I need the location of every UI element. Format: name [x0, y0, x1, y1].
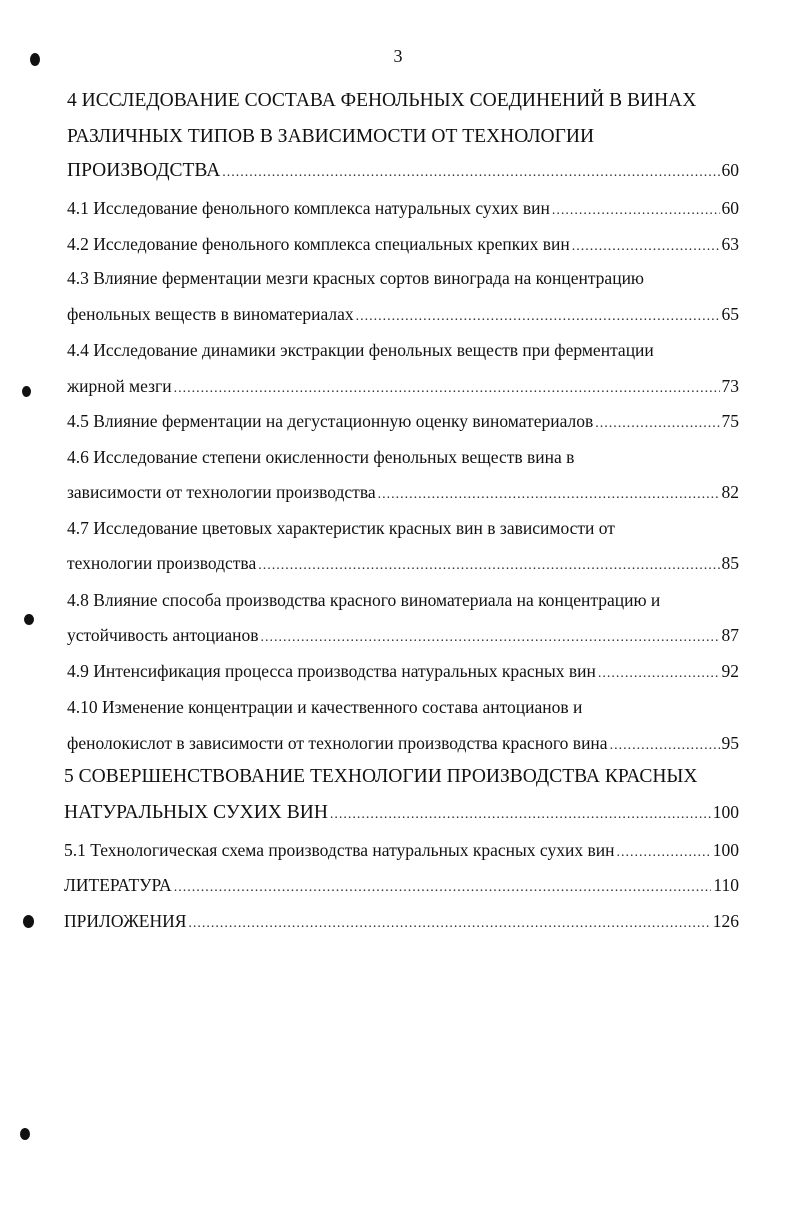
toc-page-number: 63	[721, 234, 739, 254]
dot-leader	[378, 488, 720, 502]
toc-section-title: 4.1 Исследование фенольного комплекса натуральных сухих вин	[67, 198, 550, 218]
toc-section-title: зависимости от технологии производства	[67, 482, 376, 502]
toc-page-number: 65	[721, 304, 739, 324]
toc-section-4-7-line-1: 4.7 Исследование цветовых характеристик красных вин в зависимости от	[67, 518, 615, 538]
toc-section-title: жирной мезги	[67, 376, 172, 396]
toc-chapter-5-line-1: 5 СОВЕРШЕНСТВОВАНИЕ ТЕХНОЛОГИИ ПРОИЗВОДСТВА КРАСНЫХ	[64, 766, 698, 787]
toc-page-number: 75	[721, 411, 739, 431]
toc-section-4-4-line-1: 4.4 Исследование динамики экстракции фенольных веществ при ферментации	[67, 340, 654, 360]
toc-section-5-1	[64, 840, 739, 861]
toc-page-number: 60	[721, 160, 739, 180]
dot-leader	[258, 559, 719, 573]
toc-page-number: 82	[721, 482, 739, 502]
toc-chapter-4-line-3: ПРОИЗВОДСТВА	[67, 160, 221, 181]
toc-page-number: 73	[721, 376, 739, 396]
dot-leader	[174, 881, 712, 895]
toc-section-title: технологии производства	[67, 553, 257, 573]
binder-hole-3	[24, 614, 34, 625]
toc-section-title: 5.1 Технологическая схема производства натуральных красных сухих вин	[64, 840, 615, 860]
toc-chapter-4-line-2: РАЗЛИЧНЫХ ТИПОВ В ЗАВИСИМОСТИ ОТ ТЕХНОЛОГИИ	[67, 126, 595, 147]
toc-section-4-1	[67, 198, 739, 219]
toc-section-4-9	[67, 661, 739, 682]
toc-section-title: 4.2 Исследование фенольного комплекса специальных крепких вин	[67, 234, 570, 254]
toc-section-title: 4.5 Влияние ферментации на дегустационную оценку виноматериалов	[67, 411, 594, 431]
toc-section-4-8-line-1: 4.8 Влияние способа производства красного виноматериала на концентрацию и	[67, 590, 661, 610]
binder-hole-2	[22, 386, 31, 397]
toc-section-4-6-line-1: 4.6 Исследование степени окисленности фенольных веществ вина в	[67, 447, 575, 467]
dot-leader	[174, 382, 720, 396]
toc-section-title: ПРИЛОЖЕНИЯ	[64, 911, 187, 931]
toc-page-number: 85	[721, 553, 739, 573]
toc-section-title: устойчивость антоцианов	[67, 625, 259, 645]
toc-section-title: фенолокислот в зависимости от технологии производства красного вина	[67, 733, 608, 753]
toc-page-number: 100	[712, 840, 739, 860]
binder-hole-1	[30, 53, 40, 66]
dot-leader	[598, 667, 720, 681]
dot-leader	[616, 846, 710, 860]
dot-leader	[330, 808, 711, 822]
toc-section-4-6	[67, 482, 739, 503]
page-number: 3	[393, 46, 403, 66]
toc-section-title: ЛИТЕРАТУРА	[64, 875, 172, 895]
toc-section-4-3	[67, 304, 739, 325]
toc-chapter-5-line-2: НАТУРАЛЬНЫХ СУХИХ ВИН	[64, 802, 328, 823]
toc-page-number: 60	[721, 198, 739, 218]
dot-leader	[356, 310, 720, 324]
dot-leader	[610, 739, 720, 753]
dot-leader	[595, 417, 719, 431]
dot-leader	[552, 204, 720, 218]
toc-chapter-4-line-1: 4 ИССЛЕДОВАНИЕ СОСТАВА ФЕНОЛЬНЫХ СОЕДИНЕНИЙ В ВИНАХ	[67, 90, 697, 111]
toc-section-4-10-line-1: 4.10 Изменение концентрации и качественного состава антоцианов и	[67, 697, 583, 717]
toc-section-4-8	[67, 625, 739, 646]
toc-section-4-2	[67, 234, 739, 255]
toc-section-title: фенольных веществ в виноматериалах	[67, 304, 354, 324]
toc-section-4-3-line-1: 4.3 Влияние ферментации мезги красных сортов винограда на концентрацию	[67, 268, 645, 288]
toc-literature	[64, 875, 739, 896]
binder-hole-4	[23, 915, 34, 928]
toc-chapter-5-entry	[64, 802, 739, 824]
toc-page-number: 87	[721, 625, 739, 645]
dot-leader	[188, 917, 710, 931]
dot-leader	[572, 240, 720, 254]
toc-section-4-10	[67, 733, 739, 754]
toc-page-number: 95	[721, 733, 739, 753]
toc-page-number: 92	[721, 661, 739, 681]
dot-leader	[222, 166, 719, 180]
binder-hole-5	[20, 1128, 30, 1140]
toc-page-number: 110	[713, 875, 739, 895]
toc-section-4-7	[67, 553, 739, 574]
toc-section-4-5	[67, 411, 739, 432]
toc-section-4-4	[67, 376, 739, 397]
toc-page-number: 126	[712, 911, 739, 931]
toc-chapter-4-entry	[67, 160, 739, 182]
dot-leader	[261, 631, 720, 645]
toc-page-number: 100	[712, 802, 739, 822]
toc-appendices	[64, 911, 739, 932]
toc-section-title: 4.9 Интенсификация процесса производства натуральных красных вин	[67, 661, 596, 681]
